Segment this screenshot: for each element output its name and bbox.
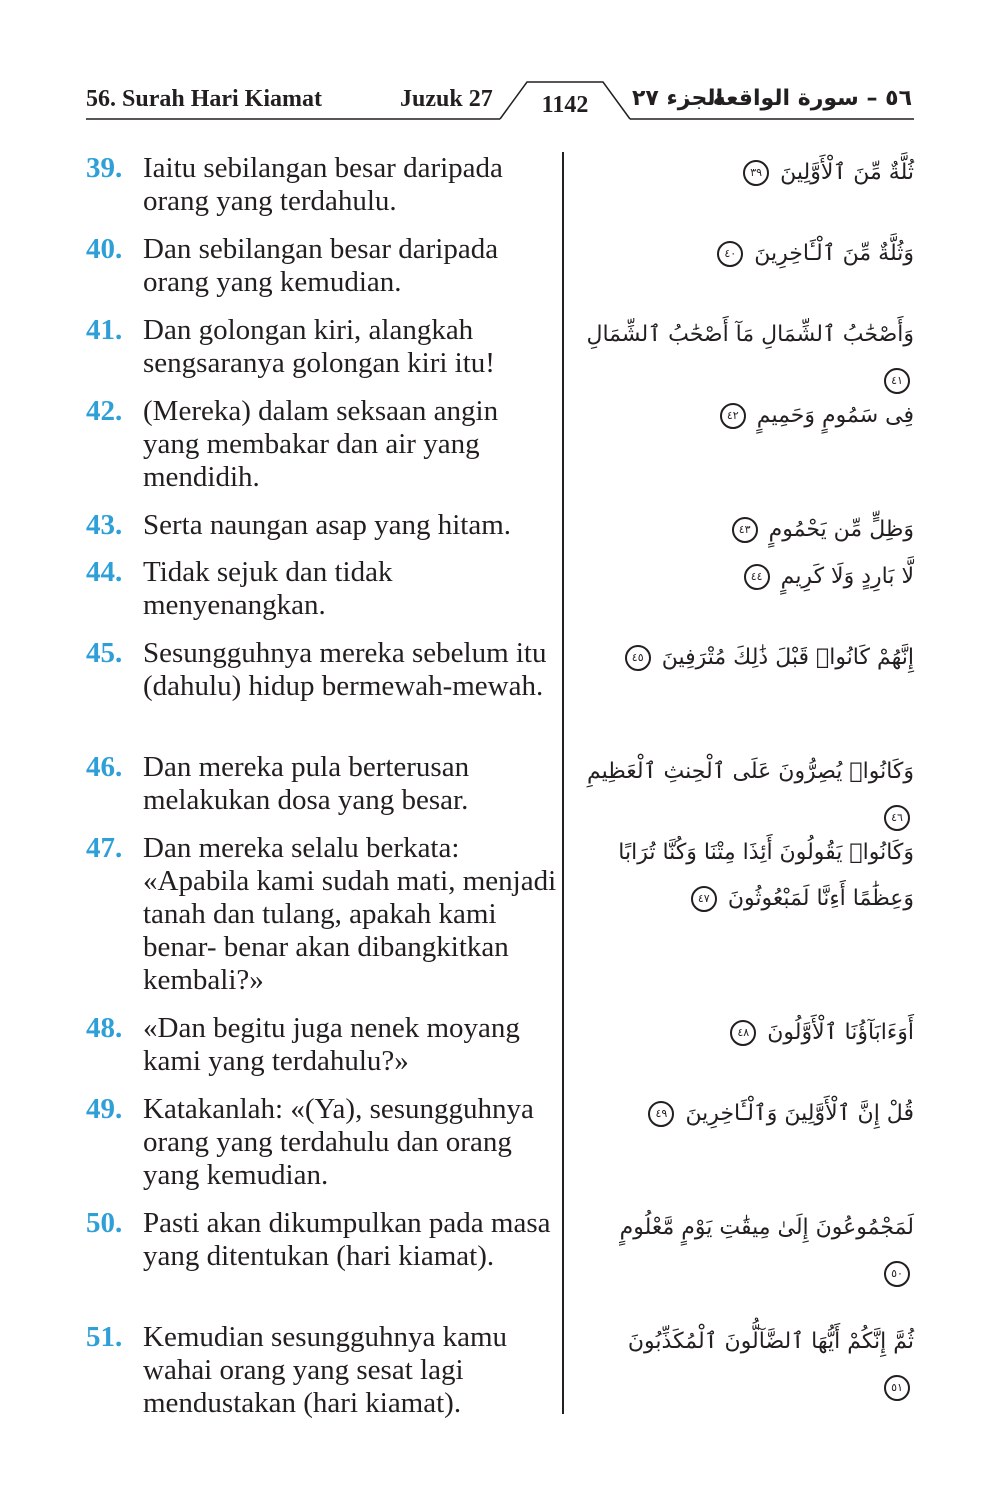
verse-end-mark: ٤٥ [625,645,651,671]
verse-translation: Dan sebilangan besar daripada orang yang kemudian. [143,233,499,298]
verse-number: 39. [86,152,123,184]
verse-arabic-text: لَمَجْمُوعُونَ إِلَىٰ مِيقَٰتِ يَوْمٍ مَّعْلُومٍ [619,1215,914,1240]
surah-title-arabic: ٥٦ – سورة الواقعة [712,86,912,111]
verse-translation: Serta naungan asap yang hitam. [143,509,512,541]
verse-end-mark: ٥١ [884,1375,910,1401]
verse-end-mark: ٤٩ [648,1101,674,1127]
verse-arabic [599,1205,914,1297]
verse-number: 50. [86,1207,123,1239]
verse-arabic [599,635,914,681]
verse-arabic-text: ثُمَّ إِنَّكُمْ أَيُّهَا ٱلضَّآلُّونَ ٱلْمُكَذِّبُونَ [627,1329,914,1354]
verse-end-mark: ٤٨ [730,1020,756,1046]
verse-arabic-text: وَكَانُوا۟ يَقُولُونَ أَئِذَا مِتْنَا وَكُنَّا تُرَابًا وَعِظَٰمًا أَءِنَّا لَمَبْعُوثُونَ [618,840,914,911]
verse-end-mark: ٤٢ [720,403,746,429]
verse-translation: Pasti akan dikumpulkan pada masa yang ditentukan (hari kiamat). [143,1207,551,1272]
verse-arabic [584,749,914,841]
verse-number: 44. [86,556,123,588]
verse-arabic-text: وَكَانُوا۟ يُصِرُّونَ عَلَى ٱلْحِنثِ ٱلْعَظِيمِ [586,759,914,784]
verse-arabic-text: وَأَصْحَٰبُ ٱلشِّمَالِ مَآ أَصْحَٰبُ ٱلشِّمَالِ [586,322,914,347]
verse-translation [143,832,558,997]
verse-end-mark: ٣٩ [743,160,769,186]
verse-translation: Tidak sejuk dan tidak menyenangkan. [143,556,393,621]
verse-arabic [584,830,914,922]
verse-arabic-text: قُلْ إِنَّ ٱلْأَوَّلِينَ وَٱلْـَٔاخِرِينَ [685,1101,914,1126]
verse-arabic [599,393,914,439]
verse-end-mark: ٤٧ [691,886,717,912]
verse-end-mark: ٤٦ [884,805,910,831]
verse-arabic-text: لَّا بَارِدٍ وَلَا كَرِيمٍ [780,564,914,589]
verse-arabic [599,150,914,196]
verse-translation: (Mereka) dalam seksaan angin yang membakar dan air yang mendidih. [143,395,499,493]
verse-number: 45. [86,637,123,669]
verse-translation: Kemudian sesungguhnya kamu wahai orang yang sesat lagi mendustakan (hari kiamat). [143,1321,508,1419]
juz-label-latin: Juzuk 27 [400,86,493,112]
verse-number: 49. [86,1093,123,1125]
verse-arabic [584,312,914,404]
verse-number: 51. [86,1321,123,1353]
verse-number: 41. [86,314,123,346]
verse-translation: Sesungguhnya mereka sebelum itu (dahulu) hidup bermewah-mewah. [143,637,547,702]
verse-end-mark: ٤٠ [717,241,743,267]
verse-translation-quote: «Apabila kami sudah mati, menjadi tanah dan tulang, apakah kami benar- benar akan dibangkitkan kembali?» [143,865,557,996]
page-number: 1142 [541,92,589,118]
verse-arabic [599,1010,914,1056]
verse-arabic [599,507,914,553]
verse-arabic-text: وَظِلٍّ مِّن يَحْمُومٍ [768,517,914,542]
verse-arabic-text: ثُلَّةٌ مِّنَ ٱلْأَوَّلِينَ [780,160,914,185]
verse-translation: Dan mereka pula berterusan melakukan dosa yang besar. [143,751,470,816]
column-divider [562,152,564,1414]
verse-translation: Iaitu sebilangan besar daripada orang yang terdahulu. [143,152,503,217]
verse-number: 40. [86,233,123,265]
verse-translation: Katakanlah: «(Ya), sesungguhnya orang yang terdahulu dan orang yang kemudian. [143,1093,534,1191]
verse-arabic-text: إِنَّهُمْ كَانُوا۟ قَبْلَ ذَٰلِكَ مُتْرَفِينَ [661,645,914,670]
verse-translation: Dan golongan kiri, alangkah sengsaranya golongan kiri itu! [143,314,495,379]
verse-translation-intro: Dan mereka selalu berkata: [143,832,460,864]
verse-arabic-text: فِى سَمُومٍ وَحَمِيمٍ [756,403,914,428]
verse-number: 42. [86,395,123,427]
verse-end-mark: ٥٠ [884,1261,910,1287]
verse-arabic [599,1319,914,1411]
verse-number: 46. [86,751,123,783]
surah-title-latin: 56. Surah Hari Kiamat [86,86,323,112]
juz-label-arabic: الجزء ٢٧ [632,86,724,111]
verse-arabic [599,554,914,600]
verse-number: 43. [86,509,123,541]
verse-translation: «Dan begitu juga nenek moyang kami yang terdahulu?» [143,1012,520,1077]
verse-end-mark: ٤٤ [744,564,770,590]
verse-arabic-text: أَوَءَابَآؤُنَا ٱلْأَوَّلُونَ [767,1020,914,1045]
verse-number: 48. [86,1012,123,1044]
verse-arabic-text: وَثُلَّةٌ مِّنَ ٱلْـَٔاخِرِينَ [754,241,914,266]
verse-arabic [599,1091,914,1137]
verse-number: 47. [86,832,123,864]
verse-arabic [599,231,914,277]
verse-end-mark: ٤١ [884,368,910,394]
verse-end-mark: ٤٣ [732,517,758,543]
